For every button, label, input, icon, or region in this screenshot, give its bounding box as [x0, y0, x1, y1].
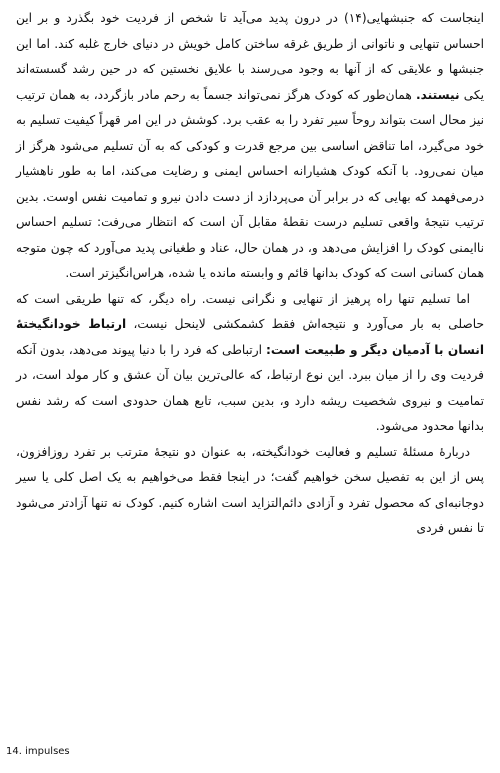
- emphasized-text: ارتباط خودانگیختهٔ انسان با آدمیان دیگر و طبیعت است:: [16, 317, 484, 357]
- paragraph: [16, 440, 484, 542]
- paragraph: [16, 6, 484, 287]
- text-run: دربارهٔ مسئلهٔ تسلیم و فعالیت خودانگیخته، به عنوان دو نتیجهٔ مترتب بر تفرد روزافزون، پس از این به تفصیل سخن خواهیم گفت؛ در اینجا فقط می‌خواهیم به یک اصل کلی یا سیر دوجانبه‌ای که محصول تفرد و آزادی دائم‌التزاید است اشاره کنیم. کودک نه تنها آزادتر می‌شود تا نفس فردی: [16, 444, 484, 535]
- text-run: در درون پدید می‌آید تا شخص از فردیت خود بگذرد و بر این احساس تنهایی و ناتوانی از طریق غرقه ساختن کامل خویش در دنیای خارج غلبه کند. اما این جنبشها و علایقی که از آنها به وجود می‌رسند با علایق نخستین که در حین رشد گسسته‌اند یکی: [16, 11, 484, 102]
- body-text: [16, 6, 484, 542]
- text-run: اینجاست که جنبشهایی: [366, 11, 484, 25]
- footnote: 14. impulses: [6, 746, 70, 757]
- text-run: (۱۴): [343, 11, 367, 25]
- text-run: همان‌طور که کودک هرگز نمی‌تواند جسماً به رحم مادر بازگردد، به همان ترتیب نیز محال است بتواند روحاً سیر تفرد را به عقب برد. کوشش در این امر قهراً کیفیت تسلیم به خود می‌گیرد، اما تناقض اساسی بین مرجع قدرت و کودکی که به آن تسلیم می‌شود هرگز از میان نمی‌رود. با آنکه کودک هشیارانه احساس ایمنی و رضایت می‌کند، اما به طور ناهشیار درمی‌فهمد که بهایی که در برابر آن می‌پردازد از دست دادن نیرو و تمامیت نفس اوست. بدین ترتیب نتیجهٔ واقعی تسلیم درست نقطهٔ مقابل آن است که انتظار می‌رفت: تسلیم احساس ناایمنی کودک را افزایش می‌دهد و، در همان حال، عناد و طغیانی پدید می‌آورد که چون متوجه همان کسانی است که کودک بدانها قائم و وابسته مانده یا شده، هراس‌انگیزتر است.: [16, 87, 484, 280]
- emphasized-text: نیستند.: [415, 87, 460, 102]
- text-run: ارتباطی که فرد را با دنیا پیوند می‌دهد، بدون آنکه فردیت وی را از میان ببرد. این نوع ارتباط، که عالی‌ترین بیان آن عشق و کار مولد است، در تمامیت و نیروی شخصیت ریشه دارد و، بدین سبب، تابع همان حدودی است که رشد نفس بدانها محدود می‌شود.: [16, 342, 484, 433]
- text-run: اما تسلیم تنها راه پرهیز از تنهایی و نگرانی نیست. راه دیگر، که تنها طریقی است که حاصلی به بار می‌آورد و نتیجه‌اش فقط کشمکشی لاینحل نیست،: [16, 291, 484, 331]
- paragraph: [16, 287, 484, 440]
